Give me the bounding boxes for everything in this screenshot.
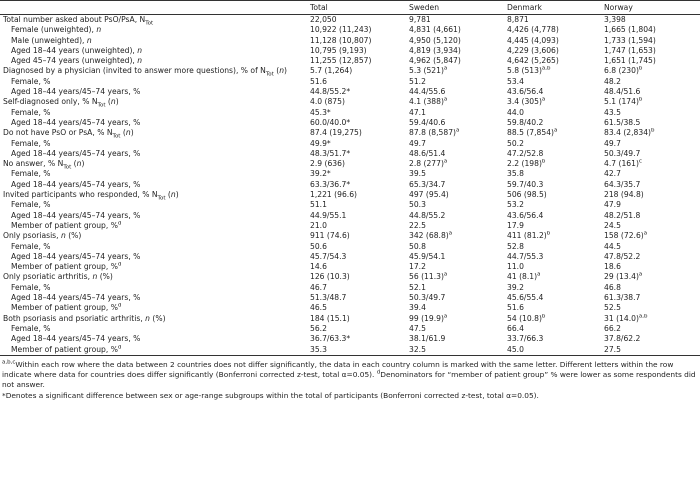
table-cell: 83.4 $(2,834)^b$ <box>604 128 655 138</box>
table-cell: 1,651 (1,745) <box>604 56 656 66</box>
table-cell: 39.4 <box>409 303 426 313</box>
table-cell: 9,781 <box>409 15 431 24</box>
table-cell: 506 (98.5) <box>507 190 547 200</box>
table-cell: 24.5 <box>604 220 621 230</box>
table-row <box>0 262 700 272</box>
table-cell: 4,229 (3,606) <box>507 45 559 55</box>
table-cell: 45.6/55.4 <box>507 293 544 303</box>
table-cell: 52.8 <box>507 241 524 251</box>
row-label: Aged 18–44 years/45–74 years, % <box>11 148 141 158</box>
row-label: Aged 18–44 years/45–74 years, % <box>11 334 141 344</box>
table-cell: 29 $(13.4)^a$ <box>604 272 643 282</box>
table-cell: 44.9/55.1 <box>310 210 347 220</box>
table-cell: 37.8/62.2 <box>604 334 641 344</box>
table-cell: 17.2 <box>409 262 426 272</box>
table-cell: 1,733 (1,594) <box>604 35 656 45</box>
table-cell: 18.6 <box>604 262 621 272</box>
table-cell: 87.8 $(8,587)^a$ <box>409 128 460 138</box>
table-row <box>0 15 700 26</box>
row-label: Aged 18–44 years/45–74 years, % <box>11 293 141 303</box>
table-cell: 21.0 <box>310 220 327 230</box>
row-label: Female, % <box>11 107 51 117</box>
table-row <box>0 56 700 66</box>
table-cell: 48.3/51.7* <box>310 148 351 158</box>
table-cell: 3.4 $(305)^a$ <box>507 97 546 107</box>
table-cell: 497 (95.4) <box>409 190 449 200</box>
footnote: *Denotes a significant difference between sex or age-range subgroups within the total of participants (Bonferroni corrected z-test, total α=0.05). <box>2 391 539 401</box>
table-cell: 64.3/35.7 <box>604 179 641 189</box>
table-cell: 4.0 (875) <box>310 97 345 107</box>
table-row <box>0 252 700 262</box>
table-cell: 52.5 <box>604 303 621 313</box>
table-cell: 53.4 <box>507 76 524 86</box>
row-label: Diagnosed by a physician (invited to answer more questions), % of $N_{Tot}$ (n) <box>3 66 287 77</box>
table-cell: 47.5 <box>409 323 426 333</box>
table-cell: 126 (10.3) <box>310 272 350 282</box>
footnote: $^{a,b,c}$Within each row where the data between 2 countries does not differ significantly, the data in each country column is marked with the same letter. Different letters within the row indicate where data for countries does differ significantly (Bonferroni corrected z-test, total α=0.05). $^d$Denominators for “member of patient group” % were lower as some respondents did not answer. <box>2 359 696 390</box>
table-row <box>0 149 700 159</box>
table-cell: 3,398 <box>604 15 626 24</box>
table-cell: 50.2 <box>507 138 524 148</box>
table-row <box>0 36 700 46</box>
table-row <box>0 200 700 210</box>
table-cell: 50.3 <box>409 200 426 210</box>
table-row <box>0 314 700 324</box>
table-cell: 49.7 <box>604 138 621 148</box>
table-cell: 48.6/51.4 <box>409 148 446 158</box>
row-label: Aged 18–44 years/45–74 years, % <box>11 251 141 261</box>
table-cell: 2.9 (636) <box>310 159 345 169</box>
table-cell: 51.3/48.7 <box>310 293 347 303</box>
row-label: Total number asked about PsO/PsA, $N_{Tot}$ <box>3 15 154 26</box>
table-row <box>0 87 700 97</box>
table-cell: 14.6 <box>310 262 327 272</box>
table-cell: 59.8/40.2 <box>507 117 544 127</box>
table-row <box>0 46 700 56</box>
table-cell: 42.7 <box>604 169 621 179</box>
table-cell: 36.7/63.3* <box>310 334 351 344</box>
table-cell: 48.4/51.6 <box>604 87 641 97</box>
table-cell: 1,747 (1,653) <box>604 45 656 55</box>
table-cell: 11,128 (10,807) <box>310 35 372 45</box>
row-label: Member of patient group, %$^d$ <box>11 262 122 272</box>
table-cell: 63.3/36.7* <box>310 179 351 189</box>
table-row <box>0 334 700 344</box>
row-label: Female, % <box>11 200 51 210</box>
table-cell: 911 (74.6) <box>310 231 350 241</box>
row-label: Female (unweighted), n <box>11 25 102 35</box>
table-cell: 48.2 <box>604 76 621 86</box>
table-cell: 342 $(68.8)^a$ <box>409 231 453 241</box>
table-cell: 44.7/55.3 <box>507 251 544 261</box>
table-row <box>0 190 700 200</box>
table-cell: 39.2 <box>507 282 524 292</box>
table-cell: 48.2/51.8 <box>604 210 641 220</box>
table-cell: 17.9 <box>507 220 524 230</box>
row-label: Aged 18–44 years/45–74 years, % <box>11 117 141 127</box>
table-row <box>0 97 700 107</box>
table-cell: 4,831 (4,661) <box>409 25 461 35</box>
table-row <box>0 25 700 35</box>
row-label: Member of patient group, %$^d$ <box>11 220 122 230</box>
table-cell: 43.6/56.4 <box>507 87 544 97</box>
table-cell: 38.1/61.9 <box>409 334 446 344</box>
table-cell: 5.3 $(521)^a$ <box>409 66 448 76</box>
table-cell: 5.7 (1,264) <box>310 66 353 76</box>
row-label: Female, % <box>11 282 51 292</box>
table-cell: 4,950 (5,120) <box>409 35 461 45</box>
table-row <box>0 66 700 76</box>
row-label: Aged 18–44 years/45–74 years, % <box>11 87 141 97</box>
table-cell: 33.7/66.3 <box>507 334 544 344</box>
row-label: Member of patient group, %$^d$ <box>11 303 122 313</box>
table-cell: 218 (94.8) <box>604 190 644 200</box>
table-cell: 59.4/40.6 <box>409 117 446 127</box>
table-row <box>0 231 700 241</box>
table-cell: 49.7 <box>409 138 426 148</box>
table-row <box>0 221 700 231</box>
table-row <box>0 211 700 221</box>
table-cell: 2.2 $(198)^b$ <box>507 159 546 169</box>
row-label: No answer, % $N_{Tot}$ (n) <box>3 159 85 170</box>
table-cell: 2.8 $(277)^a$ <box>409 159 448 169</box>
table-cell: 49.9* <box>310 138 331 148</box>
table-cell: 66.2 <box>604 323 621 333</box>
table-cell: 99 $(19.9)^a$ <box>409 313 448 323</box>
table-cell: 44.4/55.6 <box>409 87 446 97</box>
table-cell: 47.2/52.8 <box>507 148 544 158</box>
table-cell: 6.8 $(230)^b$ <box>604 66 643 76</box>
header-cell-label <box>0 1 307 15</box>
table-cell: 47.9 <box>604 200 621 210</box>
table-cell: 43.5 <box>604 107 621 117</box>
table-cell: 51.1 <box>310 200 327 210</box>
table-cell: 53.2 <box>507 200 524 210</box>
table-cell: 61.5/38.5 <box>604 117 641 127</box>
table-cell: 41 $(8.1)^a$ <box>507 272 541 282</box>
table-cell: 39.2* <box>310 169 331 179</box>
row-label: Male (unweighted), n <box>11 35 92 45</box>
table-cell: 44.8/55.2 <box>409 210 446 220</box>
table-cell: 158 $(72.6)^a$ <box>604 231 648 241</box>
table-cell: 47.1 <box>409 107 426 117</box>
table-cell: 46.5 <box>310 303 327 313</box>
table-cell: 4,642 (5,265) <box>507 56 559 66</box>
table-cell: 27.5 <box>601 345 700 356</box>
table-cell: 56.2 <box>310 323 327 333</box>
table-cell: 32.5 <box>406 345 504 356</box>
table-cell: 47.8/52.2 <box>604 251 641 261</box>
table-cell: 5.1 $(174)^b$ <box>604 97 643 107</box>
table-cell: 45.7/54.3 <box>310 251 347 261</box>
table-cell: 10,922 (11,243) <box>310 25 372 35</box>
header-cell-denmark: Denmark <box>504 1 601 15</box>
table-cell: 46.8 <box>604 282 621 292</box>
table-row <box>0 118 700 128</box>
table-cell: 39.5 <box>409 169 426 179</box>
table-cell: 1,665 (1,804) <box>604 25 656 35</box>
table-cell: 4.1 $(388)^a$ <box>409 97 448 107</box>
table-cell: 10,795 (9,193) <box>310 45 367 55</box>
table-cell: 45.9/54.1 <box>409 251 446 261</box>
table-row <box>0 283 700 293</box>
table-row <box>0 345 700 356</box>
table-row <box>0 303 700 313</box>
header-row <box>0 1 700 15</box>
table-cell: 411 $(81.2)^b$ <box>507 231 551 241</box>
table-cell: 87.4 (19,275) <box>310 128 362 138</box>
table-row <box>0 293 700 303</box>
row-label: Aged 18–44 years/45–74 years, % <box>11 210 141 220</box>
row-label: Member of patient group, %$^d$ <box>0 345 307 356</box>
table-cell: 35.3 <box>307 345 406 356</box>
table-cell: 88.5 $(7,854)^a$ <box>507 128 558 138</box>
table-row <box>0 180 700 190</box>
table-cell: 4,426 (4,778) <box>507 25 559 35</box>
table-cell: 43.6/56.4 <box>507 210 544 220</box>
row-label: Female, % <box>11 323 51 333</box>
footnotes <box>0 356 700 402</box>
table-cell: 5.8 $(513)^{a,b}$ <box>507 66 551 76</box>
table-row <box>0 108 700 118</box>
table-cell: 51.6 <box>507 303 524 313</box>
row-label: Do not have PsO or PsA, % $N_{Tot}$ (n) <box>3 128 134 139</box>
row-label: Self-diagnosed only, % $N_{Tot}$ (n) <box>3 97 119 108</box>
table-cell: 45.0 <box>504 345 601 356</box>
row-label: Female, % <box>11 241 51 251</box>
table-cell: 51.2 <box>409 76 426 86</box>
table-cell: 22,050 <box>310 15 337 24</box>
row-label: Invited participants who responded, % $N_{Tot}$ (n) <box>3 190 179 201</box>
header-cell-sweden: Sweden <box>406 1 504 15</box>
table-cell: 184 (15.1) <box>310 313 350 323</box>
table-cell: 65.3/34.7 <box>409 179 446 189</box>
header-cell-total: Total <box>307 1 406 15</box>
table-cell: 46.7 <box>310 282 327 292</box>
table-cell: 4.7 $(161)^c$ <box>604 159 642 169</box>
table-cell: 8,871 <box>507 15 529 24</box>
row-label: Aged 18–44 years (unweighted), n <box>11 45 143 55</box>
table-cell: 54 $(10.8)^b$ <box>507 313 546 323</box>
table-row <box>0 324 700 334</box>
table-cell: 31 $(14.0)^{a,b}$ <box>604 313 648 323</box>
table-cell: 50.6 <box>310 241 327 251</box>
table-cell: 1,221 (96.6) <box>310 190 357 200</box>
table-cell: 61.3/38.7 <box>604 293 641 303</box>
row-label: Only psoriasis, n (%) <box>3 231 82 241</box>
table-cell: 50.8 <box>409 241 426 251</box>
table-cell: 50.3/49.7 <box>604 148 641 158</box>
table-row <box>0 242 700 252</box>
row-label: Both psoriasis and psoriatic arthritis, n (%) <box>3 313 166 323</box>
table-row <box>0 159 700 169</box>
table-cell: 4,962 (5,847) <box>409 56 461 66</box>
table-cell: 11.0 <box>507 262 524 272</box>
table-cell: 11,255 (12,857) <box>310 56 372 66</box>
table-cell: 44.5 <box>604 241 621 251</box>
row-label: Female, % <box>11 169 51 179</box>
row-label: Female, % <box>11 76 51 86</box>
table-cell: 44.0 <box>507 107 524 117</box>
table-cell: 56 $(11.3)^a$ <box>409 272 448 282</box>
table-row <box>0 77 700 87</box>
row-label: Aged 45–74 years (unweighted), n <box>11 56 143 66</box>
table-cell: 51.6 <box>310 76 327 86</box>
table-cell: 44.8/55.2* <box>310 87 351 97</box>
table-cell: 66.4 <box>507 323 524 333</box>
table-cell: 4,819 (3,934) <box>409 45 461 55</box>
row-label: Female, % <box>11 138 51 148</box>
row-label: Aged 18–44 years/45–74 years, % <box>11 179 141 189</box>
table-cell: 4,445 (4,093) <box>507 35 559 45</box>
table-cell: 22.5 <box>409 220 426 230</box>
table-cell: 35.8 <box>507 169 524 179</box>
table-cell: 50.3/49.7 <box>409 293 446 303</box>
header-cell-norway: Norway <box>601 1 700 15</box>
table-body <box>0 15 700 356</box>
table-row <box>0 128 700 138</box>
table-row <box>0 272 700 282</box>
table-cell: 45.3* <box>310 107 331 117</box>
table-cell: 52.1 <box>409 282 426 292</box>
table-row <box>0 169 700 179</box>
table-cell: 60.0/40.0* <box>310 117 351 127</box>
table-row <box>0 139 700 149</box>
table-cell: 59.7/40.3 <box>507 179 544 189</box>
row-label: Only psoriatic arthritis, n (%) <box>3 272 113 282</box>
